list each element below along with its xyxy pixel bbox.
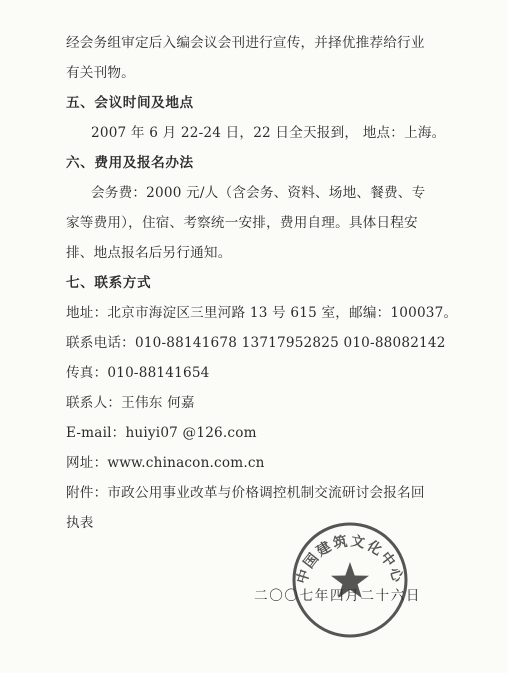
section-heading-5: 五、会议时间及地点 <box>66 95 194 111</box>
website-line: 网址：www.chinacon.com.cn <box>66 455 265 471</box>
fee-line-2: 家等费用），住宿、考察统一安排，费用自理。具体日程安 <box>66 215 418 231</box>
phone-line: 联系电话：010-88141678 13717952825 010-88082142 <box>66 335 446 351</box>
official-seal <box>290 520 410 640</box>
attachment-line-2: 执表 <box>66 515 94 531</box>
section-heading-6: 六、费用及报名办法 <box>66 155 194 171</box>
attachment-line: 附件：市政公用事业改革与价格调控机制交流研讨会报名回 <box>66 485 425 501</box>
body-line-1: 经会务组审定后入编会议会刊进行宣传，并择优推荐给行业 <box>66 35 425 51</box>
seal-text: 中国建筑文化中心 <box>294 533 406 586</box>
meeting-time-line: 2007 年 6 月 22-24 日，22 日全天报到， 地点：上海。 <box>91 125 446 141</box>
fee-line-3: 排、地点报名后另行通知。 <box>66 245 232 261</box>
fee-line-1: 会务费：2000 元/人（含会务、资料、场地、餐费、专 <box>91 185 426 201</box>
document-date: 二〇〇七年四月二十六日 <box>254 588 422 604</box>
address-line: 地址：北京市海淀区三里河路 13 号 615 室，邮编：100037。 <box>66 305 458 321</box>
body-line-2: 有关刊物。 <box>66 65 135 81</box>
contact-person-line: 联系人：王伟东 何嘉 <box>66 395 195 411</box>
email-line: E-mail：huiyi07 @126.com <box>66 425 257 441</box>
fax-line: 传真：010-88141654 <box>66 365 210 381</box>
section-heading-7: 七、联系方式 <box>66 275 152 291</box>
